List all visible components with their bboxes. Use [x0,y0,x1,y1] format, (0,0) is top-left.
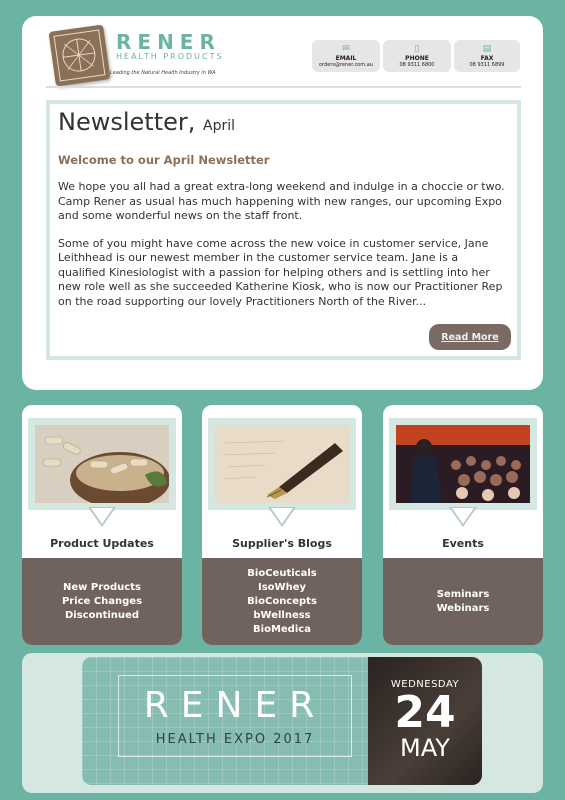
contact-fax[interactable] [454,40,520,72]
newsletter-paragraph-2: Some of you might have come across the new voice in customer service, Jane Leithhead is our newest member in the customer service team. Jane is a qualified Kinesiologist with a passion for helping others and is settling into her new role well as she succeeded Katherine Kiosk, who is now our Practitioner Rep on the road supporting our lovely Practitioners North of the River... [58,236,503,308]
newsletter-title [58,108,509,140]
tile-suppliers-blogs[interactable] [202,405,362,645]
tile-image-frame [28,418,176,510]
expo-month: MAY [400,734,450,762]
tile-image-frame [389,418,537,510]
newsletter-month: April [203,118,236,134]
expo-subtitle: HEALTH EXPO 2017 [155,732,315,747]
tile-title: Events [442,537,484,550]
tile-title: Supplier's Blogs [232,537,332,550]
expo-grid [82,657,368,785]
contact-email-label: EMAIL [335,55,357,62]
newsletter-frame [46,100,521,360]
tile-links [22,558,182,645]
tile-events[interactable] [383,405,543,645]
contact-phone-value: 08 9311 6800 [399,62,435,68]
brand-sub: HEALTH PRODUCTS [116,52,224,61]
tile-product-updates[interactable] [22,405,182,645]
link-price-changes[interactable]: Price Changes [61,595,143,607]
brand [116,32,224,62]
contact-phone-label: PHONE [405,55,429,62]
link-isowhey[interactable]: IsoWhey [258,581,306,593]
expo-inner-frame [118,675,352,757]
newsletter-paragraph-1: We hope you all had a great extra-long weekend and indulge in a choccie or two. Camp Rener as usual has much happening with new ranges, our upcoming Expo and some wonderful news on the staff front. [58,180,505,222]
link-new-products[interactable]: New Products [63,581,141,593]
link-seminars[interactable]: Seminars [436,588,490,600]
read-more-button[interactable]: Read More [429,324,511,350]
header-divider [46,86,521,88]
link-biomedica[interactable]: BioMedica [253,623,311,635]
tile-links [202,558,362,645]
rener-logo-icon[interactable] [48,24,110,86]
newsletter-subtitle: Welcome to our April Newsletter [58,153,270,167]
tile-image-frame [208,418,356,510]
contact-phone[interactable] [383,40,451,72]
link-bwellness[interactable]: bWellness [253,609,311,621]
expo-section [22,653,543,793]
phone-icon: ▯ [414,44,420,54]
brand-name: RENER [116,30,221,54]
seminar-image [396,425,530,503]
link-bioceuticals[interactable]: BioCeuticals [247,567,317,579]
contact-fax-label: FAX [480,55,494,62]
expo-date [368,657,482,785]
newsletter-title-text: Newsletter, [58,108,196,136]
newsletter-card [22,16,543,390]
expo-day-of-week: WEDNESDAY [390,679,460,690]
tile-pointer [88,507,116,527]
tile-pointer [268,507,296,527]
envelope-icon: ✉ [342,44,350,54]
contact-email-value: orders@rener.com.au [319,62,373,68]
link-discontinued[interactable]: Discontinued [65,609,139,621]
expo-banner[interactable] [82,657,482,785]
expo-name: RENER [143,685,327,726]
contact-fax-value: 08 9311 6899 [469,62,505,68]
link-bioconcepts[interactable]: BioConcepts [247,595,317,607]
tile-links [383,558,543,645]
expo-day: 24 [394,687,456,738]
fax-icon: ▤ [482,44,492,54]
contact-email[interactable] [312,40,380,72]
tile-title: Product Updates [50,537,154,550]
tagline: Leading the Natural Health Industry in WA [110,70,216,76]
tile-pointer [449,507,477,527]
fountain-pen-image [215,425,349,503]
link-webinars[interactable]: Webinars [436,602,490,614]
capsules-image [35,425,169,503]
